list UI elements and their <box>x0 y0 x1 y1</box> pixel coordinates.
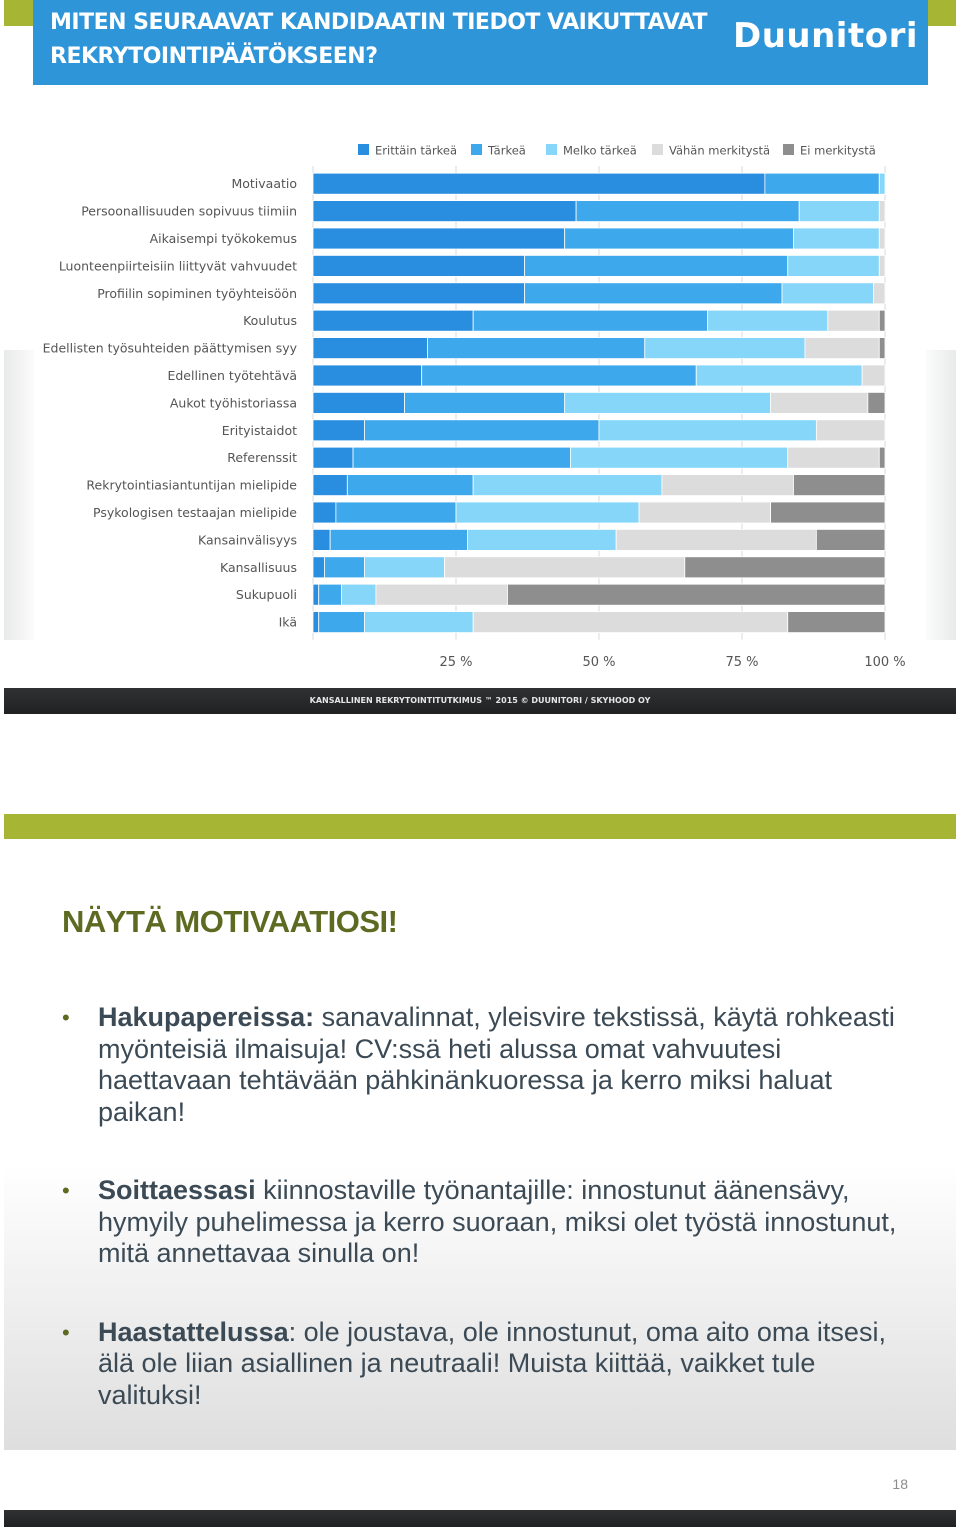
bullet-dot-icon: • <box>62 1319 70 1345</box>
bar-segment <box>788 447 880 468</box>
bar-segment <box>639 502 771 523</box>
category-label: Referenssit <box>227 450 297 466</box>
bar-segment <box>313 392 405 413</box>
stacked-bar-chart <box>0 130 960 670</box>
bar-segment <box>313 557 324 578</box>
chart-slide <box>0 0 960 720</box>
accent-corner-left <box>4 0 34 26</box>
x-tick-label: 50 % <box>582 654 616 670</box>
bar-segment <box>805 338 879 359</box>
bullet-dot-icon: • <box>62 1178 70 1203</box>
bar-segment <box>879 201 885 222</box>
bar-segment <box>473 612 788 633</box>
bar-segment <box>347 475 473 496</box>
bar-segment <box>793 475 885 496</box>
legend-swatch <box>546 144 557 155</box>
bar-segment <box>422 365 697 386</box>
legend-label: Erittäin tärkeä <box>375 143 458 158</box>
bar-segment <box>313 283 525 304</box>
legend-label: Ei merkitystä <box>800 143 876 158</box>
category-label: Rekrytointiasiantuntijan mielipide <box>86 477 297 493</box>
bar-segment <box>799 201 879 222</box>
legend-label: Melko tärkeä <box>563 143 637 158</box>
bullet-lead: Haastattelussa <box>98 1316 289 1347</box>
bar-segment <box>319 584 342 605</box>
bullet-lead: Hakupapereissa: <box>98 1002 315 1032</box>
category-label: Edellisten työsuhteiden päättymisen syy <box>42 340 297 356</box>
bar-segment <box>353 447 570 468</box>
bar-segment <box>376 584 508 605</box>
bar-segment <box>313 529 330 550</box>
bar-segment <box>708 310 828 331</box>
bar-segment <box>879 173 885 194</box>
bar-segment <box>313 475 347 496</box>
legend-swatch <box>471 144 482 155</box>
slide-top-bar <box>4 814 956 839</box>
bar-segment <box>645 338 805 359</box>
bar-segment <box>576 201 799 222</box>
bar-segment <box>467 529 616 550</box>
x-tick-label: 100 % <box>864 654 906 670</box>
bar-segment <box>473 310 708 331</box>
bar-segment <box>364 420 599 441</box>
bar-segment <box>313 310 473 331</box>
bar-segment <box>313 502 336 523</box>
bar-segment <box>336 502 456 523</box>
bar-segment <box>364 612 473 633</box>
bar-segment <box>427 338 644 359</box>
bar-segment <box>685 557 885 578</box>
slide-title: NÄYTÄ MOTIVAATIOSI! <box>62 904 398 939</box>
bar-segment <box>879 310 885 331</box>
bar-segment <box>696 365 862 386</box>
bar-segment <box>313 255 525 276</box>
bar-segment <box>879 255 885 276</box>
category-label: Persoonallisuuden sopivuus tiimiin <box>81 203 297 219</box>
bar-segment <box>662 475 794 496</box>
legend-swatch <box>358 144 369 155</box>
bar-segment <box>782 283 874 304</box>
category-label: Sukupuoli <box>235 587 297 603</box>
bar-segment <box>771 392 868 413</box>
bar-segment <box>565 228 794 249</box>
bullet-lead: Soittaessasi <box>98 1175 256 1205</box>
bar-segment <box>816 420 885 441</box>
bullet-text: sanavalinnat, yleisvire tekstissä, käytä rohkeasti myönteisiä ilmaisuja! CV:ssä heti alussa omat vahvuutesi haettavaan tehtävään pähkinänkuoressa ja kerro miksi haluat paikan! <box>98 1002 895 1127</box>
category-label: Aukot työhistoriassa <box>169 395 297 411</box>
bar-segment <box>313 201 576 222</box>
bar-segment <box>313 612 319 633</box>
duunitori-logo: Duunitori <box>732 16 918 56</box>
bar-segment <box>879 447 885 468</box>
bar-segment <box>525 283 782 304</box>
slide-bottom-bar <box>4 1510 956 1527</box>
bar-segment <box>313 338 427 359</box>
bar-segment <box>565 392 771 413</box>
footer-credit: KANSALLINEN REKRYTOINTITUTKIMUS ™ 2015 © DUUNITORI / SKYHOOD OY <box>309 696 651 705</box>
category-label: Ikä <box>278 614 297 630</box>
bullet-soittaessasi <box>62 1175 912 1270</box>
bar-segment <box>788 612 885 633</box>
bar-segment <box>599 420 816 441</box>
bar-segment <box>816 529 885 550</box>
bullet-text: : ole joustava, ole innostunut, oma aito oma itsesi, älä ole liian asiallinen ja neutraali! Muista kiittää, vaikket tule valituksi! <box>98 1316 886 1410</box>
bar-segment <box>507 584 885 605</box>
category-label: Profiilin sopiminen työyhteisöön <box>97 285 297 301</box>
legend-swatch <box>783 144 794 155</box>
bar-segment <box>771 502 885 523</box>
page-number: 18 <box>892 1476 908 1492</box>
category-label: Psykologisen testaajan mielipide <box>93 505 297 520</box>
bar-segment <box>313 420 364 441</box>
bar-segment <box>313 447 353 468</box>
bar-segment <box>874 283 885 304</box>
bar-segment <box>330 529 467 550</box>
bar-segment <box>868 392 885 413</box>
bar-segment <box>313 584 319 605</box>
chart-banner <box>33 0 928 85</box>
x-tick-label: 75 % <box>725 654 759 670</box>
bullet-dot-icon: • <box>62 1005 70 1030</box>
category-label: Aikaisempi työkokemus <box>149 231 297 246</box>
banner-title: MITEN SEURAAVAT KANDIDAATIN TIEDOT VAIKUTTAVAT REKRYTOINTIPÄÄTÖKSEEN? <box>50 10 708 69</box>
bar-segment <box>793 228 879 249</box>
bar-segment <box>313 365 422 386</box>
bar-segment <box>616 529 816 550</box>
legend-label: Tärkeä <box>488 143 526 158</box>
category-label: Kansainvälisyys <box>198 532 297 548</box>
category-label: Motivaatio <box>231 176 297 192</box>
x-tick-label: 25 % <box>439 654 473 670</box>
bullet-hakupapereissa <box>62 1002 912 1128</box>
bar-segment <box>364 557 444 578</box>
bar-segment <box>319 612 365 633</box>
category-label: Luonteenpiirteisiin liittyvät vahvuudet <box>58 258 297 274</box>
bar-segment <box>313 228 565 249</box>
category-label: Erityistaidot <box>221 422 297 438</box>
bar-segment <box>828 310 879 331</box>
category-label: Kansallisuus <box>219 559 297 575</box>
bar-segment <box>405 392 565 413</box>
legend-label: Vähän merkitystä <box>669 143 771 158</box>
bar-segment <box>570 447 787 468</box>
bar-segment <box>313 173 765 194</box>
legend-swatch <box>652 144 663 155</box>
bar-segment <box>324 557 364 578</box>
slide-footer-bar <box>4 688 956 714</box>
category-label: Koulutus <box>243 313 297 329</box>
bar-segment <box>456 502 639 523</box>
bar-segment <box>879 338 885 359</box>
bar-segment <box>862 365 885 386</box>
bar-segment <box>525 255 788 276</box>
bullet-list <box>62 1002 912 1458</box>
bar-segment <box>879 228 885 249</box>
bar-segment <box>473 475 662 496</box>
text-slide <box>0 812 960 1533</box>
bar-segment <box>788 255 880 276</box>
bullet-text: kiinnostaville työnantajille: innostunut äänensävy, hymyily puhelimessa ja kerro suoraan, miksi olet työstä innostunut, mitä annettavaa sinulla on! <box>98 1175 897 1268</box>
bullet-haastattelussa <box>62 1317 912 1412</box>
bar-segment <box>445 557 685 578</box>
accent-corner-right <box>926 0 956 26</box>
bar-segment <box>765 173 879 194</box>
category-label: Edellinen työtehtävä <box>167 368 297 383</box>
bar-segment <box>342 584 376 605</box>
